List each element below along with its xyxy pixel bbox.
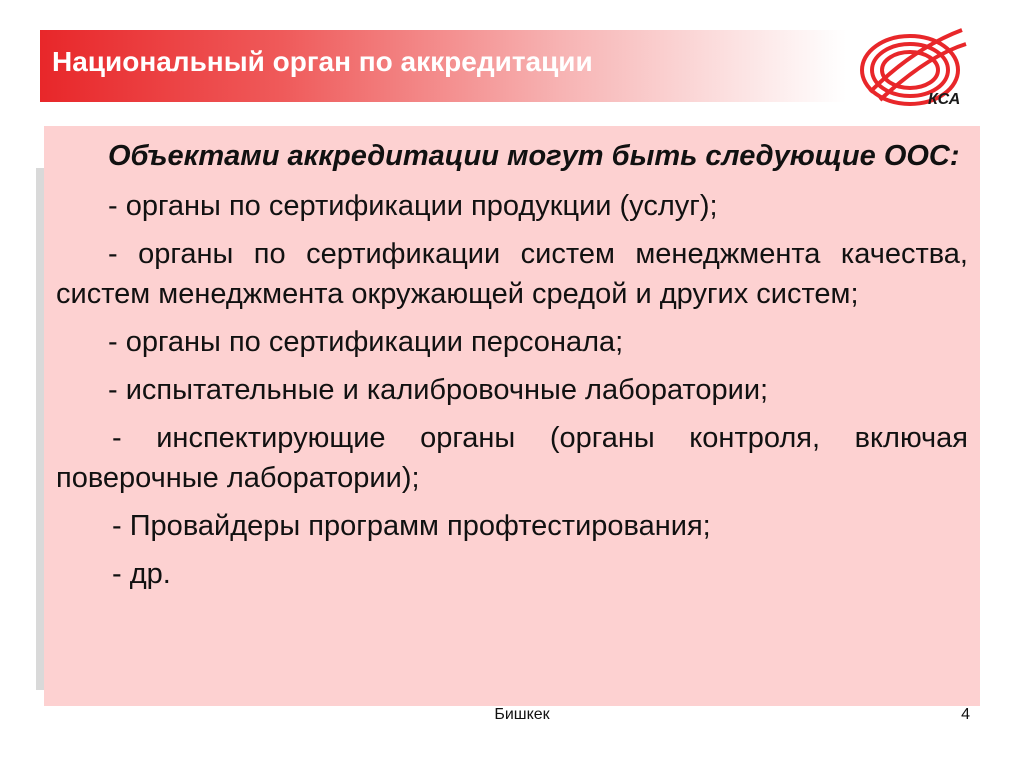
logo-letters: КСА [928,91,961,108]
list-item: - испытательные и калибровочные лаборатории; [108,374,769,406]
list-item: - органы по сертификации продукции (услуг); [108,190,718,222]
footer-city: Бишкек [494,706,550,723]
list-item: - Провайдеры программ профтестирования; [112,510,711,542]
list-item: - инспектирующие органы (органы контроля, включая поверочные лаборатории); [56,422,968,494]
lead-text: Объектами аккредитации могут быть следующие ООС: [108,140,960,172]
ksa-logo [850,22,970,112]
content-text [56,136,968,602]
list-item: - органы по сертификации систем менеджмента качества, систем менеджмента окружающей средой и других систем; [56,238,968,310]
page-number: 4 [961,706,970,723]
list-item: - др. [112,558,171,590]
slide-title: Национальный орган по аккредитации [52,46,593,77]
list-item: - органы по сертификации персонала; [108,326,624,358]
